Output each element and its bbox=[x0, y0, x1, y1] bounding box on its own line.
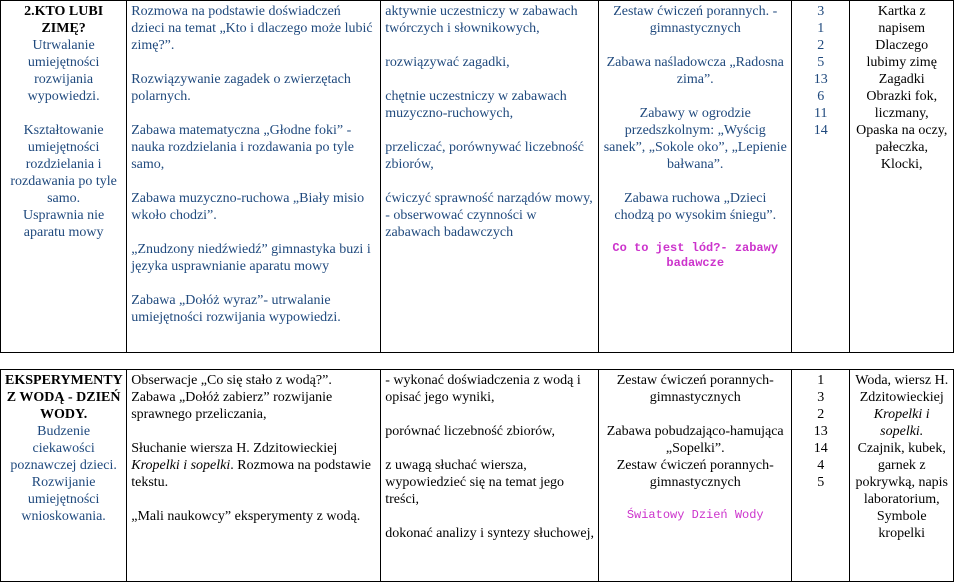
material-text: Czajnik, kubek, garnek z pokrywką, napis laboratorium, Symbole kropelki bbox=[855, 441, 948, 541]
material-text: Obrazki fok, liczmany, bbox=[866, 89, 938, 121]
outcome-text: z uwagą słuchać wiersza, wypowiedzieć się na temat jego treści, bbox=[385, 458, 565, 507]
code: 5 bbox=[817, 475, 825, 490]
activity-text: „Mali naukowcy” eksperymenty z wodą. bbox=[131, 509, 361, 524]
games-text: Zabawa naśladowcza „Radosna zima”. bbox=[606, 55, 784, 87]
topic-cell bbox=[1, 1, 127, 353]
activity-text: Rozwiązywanie zagadek o zwierzętach polarnych. bbox=[131, 72, 351, 104]
code: 2 bbox=[817, 407, 825, 422]
activity-text: Zabawa „Dołóż wyraz”- utrwalanie umiejętności rozwijania wypowiedzi. bbox=[131, 293, 341, 325]
topic-title: EKSPERYMENTY Z WODĄ - DZIEŃ WODY. bbox=[5, 373, 123, 422]
material-text: Opaska na oczy, pałeczka, Klocki, bbox=[856, 123, 948, 172]
codes-cell bbox=[792, 370, 850, 582]
activity-text: „Znudzony niedźwiedź” gimnastyka buzi i języka usprawnianie aparatu mowy bbox=[131, 242, 371, 274]
spacer-row bbox=[1, 353, 954, 370]
codes-cell bbox=[792, 1, 850, 353]
poem-title: Kropelki i sopelki. bbox=[873, 407, 930, 439]
material-text: Zagadki bbox=[878, 72, 925, 87]
games-text: Zestaw ćwiczeń porannych-gimnastycznych bbox=[616, 458, 774, 490]
games-text: Zabawa pobudzająco-hamująca „Sopelki”. bbox=[606, 424, 784, 456]
games-text: Zabawy w ogrodzie przedszkolnym: „Wyścig sanek”, „Sokole oko”, „Lepienie bałwana”. bbox=[603, 106, 787, 172]
code: 5 bbox=[817, 55, 825, 70]
materials-cell bbox=[850, 370, 954, 582]
games-text: Zabawa ruchowa „Dzieci chodzą po wysokim śniegu”. bbox=[614, 191, 777, 223]
topic-title: 2.KTO LUBI ZIMĘ? bbox=[24, 4, 104, 36]
outcome-text: ćwiczyć sprawność narządów mowy, bbox=[385, 191, 593, 206]
code: 6 bbox=[817, 89, 825, 104]
listening-pre: Słuchanie wiersza H. Zdzitowieckiej bbox=[131, 441, 338, 456]
games-text: Zestaw ćwiczeń porannych-gimnastycznych bbox=[616, 373, 774, 405]
material-text: Woda, wiersz H. Zdzitowieckiej bbox=[855, 373, 949, 405]
code: 1 bbox=[817, 373, 825, 388]
outcome-text: przeliczać, porównywać liczebność zbiorów, bbox=[385, 140, 584, 172]
materials-cell bbox=[850, 1, 954, 353]
activity-text bbox=[131, 440, 376, 491]
material-text bbox=[854, 406, 949, 440]
listening-post: . Rozmowa na podstawie tekstu. bbox=[131, 458, 372, 490]
goal-text: Rozwijanie umiejętności wnioskowania. bbox=[21, 475, 106, 524]
goal-text: Budzenie ciekawości poznawczej dzieci. bbox=[10, 424, 117, 473]
material-text: Kartka z napisem Dlaczego lubimy zimę bbox=[866, 4, 937, 70]
outcomes-cell bbox=[381, 1, 599, 353]
special-activity: Co to jest lód?- zabawy badawcze bbox=[612, 241, 779, 270]
activity-text: Zabawa muzyczno-ruchowa „Biały misio wkoło chodzi”. bbox=[131, 191, 365, 223]
outcome-text: rozwiązywać zagadki, bbox=[385, 55, 510, 70]
goal-text: Kształtowanie umiejętności rozdzielania i rozdawania po tyle samo. bbox=[10, 123, 117, 206]
games-cell bbox=[599, 1, 792, 353]
games-text: Zestaw ćwiczeń porannych. - gimnastycznych bbox=[613, 4, 778, 36]
code: 14 bbox=[813, 123, 828, 138]
activities-cell bbox=[127, 370, 381, 582]
code: 14 bbox=[813, 441, 828, 456]
topic-cell bbox=[1, 370, 127, 582]
outcome-text: aktywnie uczestniczy w zabawach twórczych i słownikowych, bbox=[385, 4, 578, 36]
activity-text: Obserwacje „Co się stało z wodą?”. bbox=[131, 373, 332, 388]
table-row bbox=[1, 370, 954, 582]
code: 3 bbox=[817, 4, 825, 19]
code: 3 bbox=[817, 390, 825, 405]
poem-title: Kropelki i sopelki bbox=[131, 458, 231, 473]
outcomes-cell bbox=[381, 370, 599, 582]
activity-text: Zabawa „Dołóż zabierz” rozwijanie sprawnego przeliczania, bbox=[131, 390, 333, 422]
outcome-text: porównać liczebność zbiorów, bbox=[385, 424, 555, 439]
outcome-text: - wykonać doświadczenia z wodą i opisać jego wyniki, bbox=[385, 373, 581, 405]
table-row bbox=[1, 1, 954, 353]
activities-cell bbox=[127, 1, 381, 353]
code: 13 bbox=[813, 424, 828, 439]
code: 11 bbox=[813, 106, 828, 121]
games-cell bbox=[599, 370, 792, 582]
special-activity: Światowy Dzień Wody bbox=[626, 508, 764, 522]
code: 4 bbox=[817, 458, 825, 473]
outcome-text: dokonać analizy i syntezy słuchowej, bbox=[385, 526, 595, 541]
activity-text: Rozmowa na podstawie doświadczeń dzieci na temat „Kto i dlaczego może lubić zimę?”. bbox=[131, 4, 373, 53]
code: 13 bbox=[813, 72, 828, 87]
goal-text: Usprawnia nie aparatu mowy bbox=[22, 208, 105, 240]
activity-text: Zabawa matematyczna „Głodne foki” - nauka rozdzielania i rozdawania po tyle samo, bbox=[131, 123, 354, 172]
outcome-text: - obserwować czynności w zabawach badawczych bbox=[385, 208, 537, 240]
code: 1 bbox=[817, 21, 825, 36]
goal-text: Utrwalanie umiejętności rozwijania wypowiedzi. bbox=[27, 38, 100, 104]
outcome-text: chętnie uczestniczy w zabawach muzyczno-ruchowych, bbox=[385, 89, 567, 121]
code: 2 bbox=[817, 38, 825, 53]
